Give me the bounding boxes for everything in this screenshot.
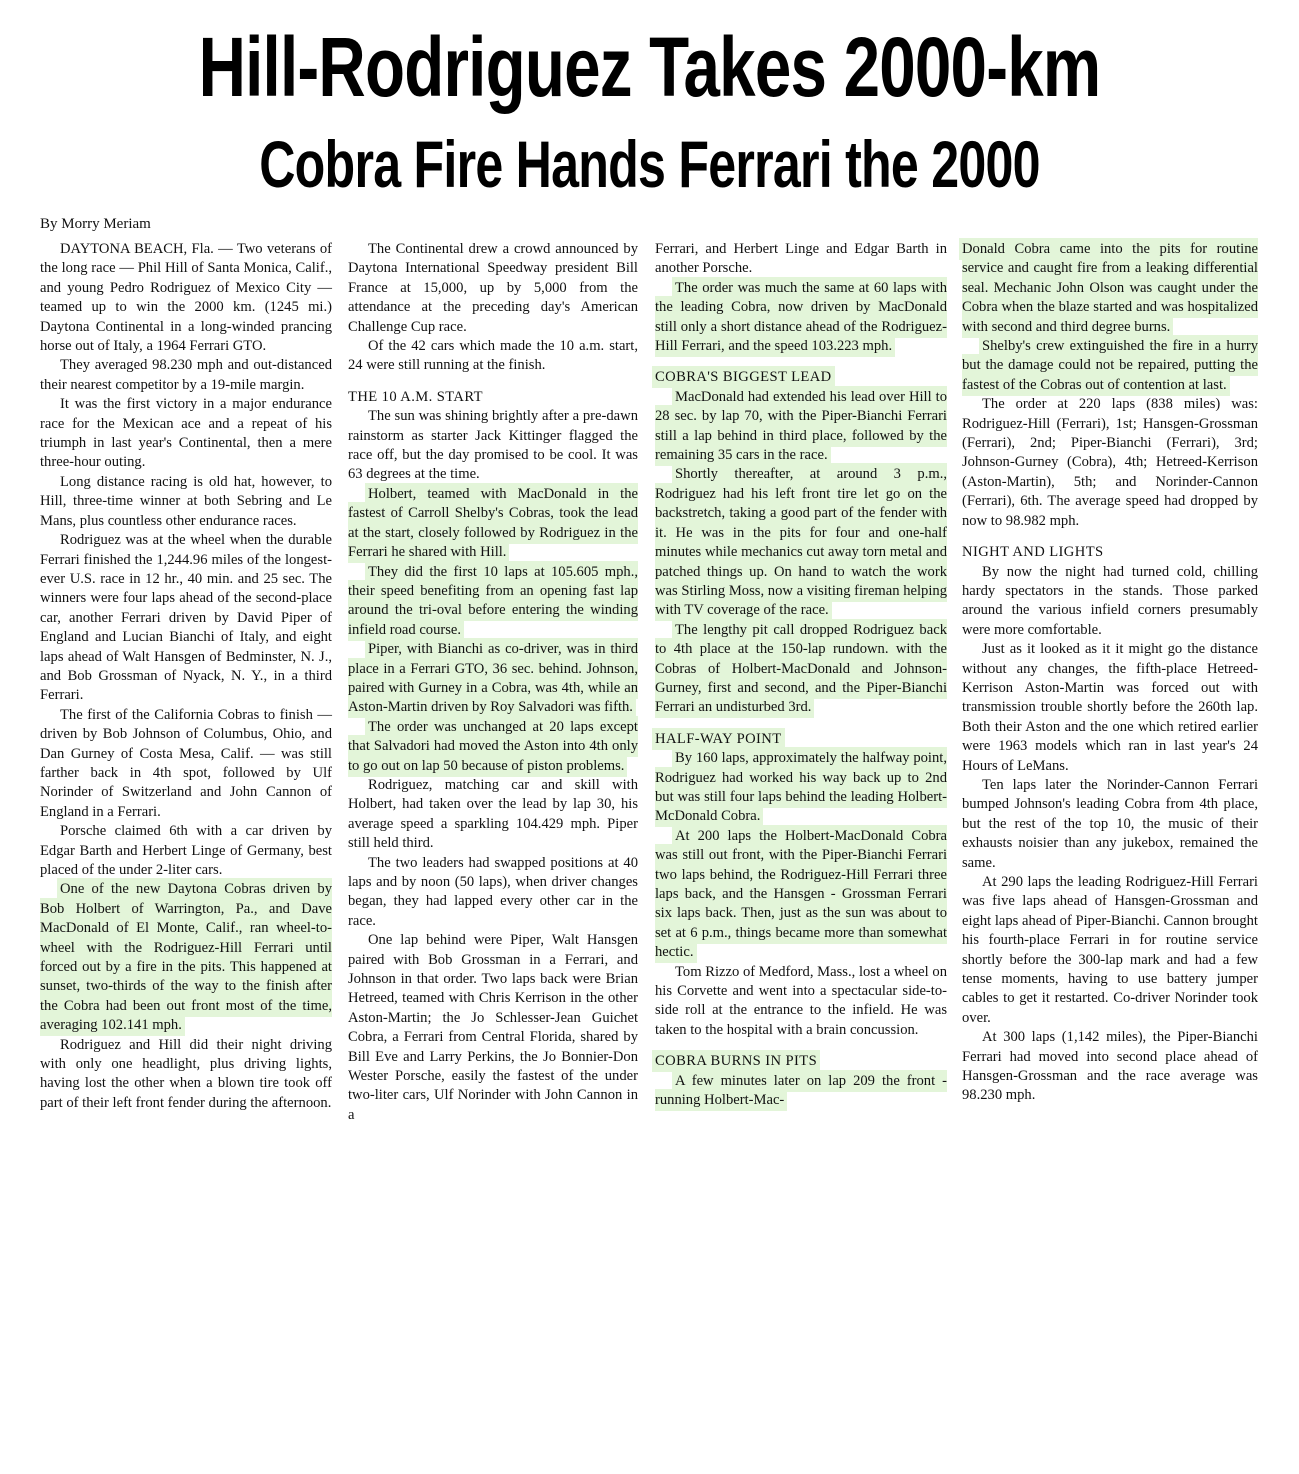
article-paragraph: At 290 laps the leading Rodriguez-Hill Ferrari was five laps ahead of Hansgen-Grossman and eight laps ahead of Piper-Bianchi. Cannon brought his fourth-place Ferrari in for routine service shortly before the 300-lap mark and had a few tense moments, having to use battery jumper cables to get it restarted. Co-driver Norinder took over. <box>962 874 1258 1026</box>
highlighted-text: COBRA'S BIGGEST LEAD <box>655 369 832 386</box>
highlighted-text: By 160 laps, approximately the halfway point, Rodriguez had worked his way back up to 2nd but was still four laps behind the leading Holbert-McDonald Cobra. <box>655 750 947 825</box>
highlighted-text: A few minutes later on lap 209 the front - running Holbert-Mac- <box>655 1072 947 1109</box>
headline: Hill-Rodriguez Takes 2000-km <box>198 20 1101 114</box>
section-subhead <box>655 1052 947 1071</box>
article-paragraph <box>40 880 332 1035</box>
article-paragraph <box>962 337 1258 395</box>
highlighted-text: They did the first 10 laps at 105.605 mph., their speed benefiting from an opening fast lap around the tri-oval before entering the winding infield road course. <box>348 563 638 638</box>
article-paragraph <box>655 621 947 718</box>
highlighted-text: The lengthy pit call dropped Rodriguez back to 4th place at the 150-lap rundown. with the Cobras of Holbert-MacDonald and Johnson-Gurney, first and second, and the Piper-Bianchi Ferrari an undisturbed 3rd. <box>655 621 947 716</box>
article-paragraph: Long distance racing is old hat, however, to Hill, three-time winner at both Sebring and Le Mans, plus countless other endurance races. <box>40 473 332 529</box>
article-paragraph: At 300 laps (1,142 miles), the Piper-Bianchi Ferrari had moved into second place ahead of Hansgen-Grossman and the race average was 98.230 mph. <box>962 1029 1258 1104</box>
article-paragraph: Rodriguez was at the wheel when the durable Ferrari finished the 1,244.96 miles of the longest-ever U.S. race in 12 hr., 40 min. and 25 sec. The winners were four laps ahead of the second-place car, another Ferrari driven by David Piper of England and Lucian Bianchi of Italy, and eight laps ahead of Walt Hansgen of Bedminster, N. J., and Bob Grossman of Nyack, N. Y., in a third Ferrari. <box>40 532 332 704</box>
article-paragraph: One lap behind were Piper, Walt Hansgen paired with Bob Grossman in a Ferrari, and Johnson in that order. Two laps back were Brian Hetreed, teamed with Chris Kerrison in the other Aston-Martin; the Jo Schlesser-Jean Guichet Cobra, a Ferrari from Central Florida, shared by Bill Eve and Larry Perkins, the Jo Bonnier-Don Wester Porsche, easily the fastest of the under two-liter cars, Ulf Norinder with John Cannon in a <box>348 932 638 1123</box>
article-paragraph <box>655 1072 947 1111</box>
article-paragraph: Rodriguez, matching car and skill with Holbert, had taken over the lead by lap 30, his average speed a sparkling 104.429 mph. Piper still held third. <box>348 776 638 852</box>
article-column-3 <box>655 240 947 1110</box>
highlighted-text: Shortly thereafter, at around 3 p.m., Rodriguez had his left front tire let go on the backstretch, taking a good part of the fender with it. He was in the pits for four and one-half minutes while mechanics cut away torn metal and patched things up. On hand to watch the work was Stirling Moss, now a visiting fireman helping with TV coverage of the race. <box>655 466 947 619</box>
highlighted-text: The order was much the same at 60 laps with the leading Cobra, now driven by MacDonald still only a short distance ahead of the Rodriguez-Hill Ferrari, and the speed 103.223 mph. <box>655 279 947 355</box>
article-paragraph: It was the first victory in a major endurance race for the Mexican ace and a repeat of his triumph in last year's Continental, then a mere three-hour outing. <box>40 396 332 471</box>
highlighted-text: Piper, with Bianchi as co-driver, was in third place in a Ferrari GTO, 36 sec. behind. Johnson, paired with Gurney in a Cobra, was 4th, while an Aston-Martin driven by Roy Salvadori was fifth. <box>348 641 638 716</box>
highlighted-text: HALF-WAY POINT <box>655 730 782 747</box>
article-paragraph <box>348 563 638 641</box>
article-column-2 <box>348 240 638 1125</box>
article-paragraph <box>655 827 947 963</box>
section-subhead: THE 10 A.M. START <box>348 388 483 405</box>
highlighted-text: Donald Cobra came into the pits for routine service and caught fire from a leaking differential seal. Mechanic John Olson was caught under the Cobra when the blaze started and was hospitalized with second and third degree burns. <box>962 241 1258 335</box>
article-paragraph: The sun was shining brightly after a pre-dawn rainstorm as starter Jack Kittinger flagged the race off, but the day promised to be cool. It was 63 degrees at the time. <box>348 408 638 483</box>
section-subhead <box>655 730 947 749</box>
article-paragraph <box>655 388 947 466</box>
highlighted-text: The order was unchanged at 20 laps except that Salvadori had moved the Aston into 4th only to go out on lap 50 because of piston problems. <box>348 718 638 774</box>
article-paragraph: Just as it looked as it it might go the distance without any changes, the fifth-place Hetreed-Kerrison Aston-Martin was forced out with transmission trouble shortly before the 260th lap. Both their Aston and the one which retired earlier were 1963 models which ran in last year's 24 Hours of LeMans. <box>962 641 1258 774</box>
article-paragraph: Ten laps later the Norinder-Cannon Ferrari bumped Johnson's leading Cobra from 4th place, but the rest of the top 10, the music of their exhausts noisier than any jukebox, remained the same. <box>962 776 1258 871</box>
article-paragraph <box>962 240 1258 337</box>
subheadline: Cobra Fire Hands Ferrari the 2000 <box>259 127 1040 201</box>
article-paragraph: Tom Rizzo of Medford, Mass., lost a wheel on his Corvette and went into a spectacular side-to-side roll at the entrance to the infield. He was taken to the hospital with a brain concussion. <box>655 963 947 1038</box>
article-paragraph <box>655 465 947 620</box>
highlighted-text: MacDonald had extended his lead over Hill to 28 sec. by lap 70, with the Piper-Bianchi Ferrari still a lap behind in third place, followed by the remaining 35 cars in the race. <box>655 388 947 464</box>
article-paragraph: The two leaders had swapped positions at 40 laps and by noon (50 laps), when driver changes began, they had lapped every other car in the race. <box>348 854 638 929</box>
article-paragraph: Rodriguez and Hill did their night driving with only one headlight, plus driving lights, having lost the other when a blown tire took off part of their left front fender during the afternoon. <box>40 1036 332 1111</box>
highlighted-text: One of the new Daytona Cobras driven by Bob Holbert of Warrington, Pa., and Dave MacDonald of El Monte, Calif., ran wheel-to-wheel with the Rodriguez-Hill Ferrari until forced out by a fire in the pits. This happened at sunset, two-thirds of the way to the finish after the Cobra had been out front most of the time, averaging 102.141 mph. <box>40 881 332 1034</box>
highlighted-text: COBRA BURNS IN PITS <box>655 1053 818 1070</box>
article-paragraph <box>348 640 638 718</box>
article-column-1 <box>40 240 332 1113</box>
article-paragraph: Porsche claimed 6th with a car driven by Edgar Barth and Herbert Linge of Germany, best placed of the under 2-liter cars. <box>40 823 332 878</box>
article-paragraph: They averaged 98.230 mph and out-distanced their nearest competitor by a 19-mile margin. <box>40 357 332 393</box>
article-paragraph: DAYTONA BEACH, Fla. — Two veterans of the long race — Phil Hill of Santa Monica, Calif., and young Pedro Rodriguez of Mexico City — teamed up to win the 2000 km. (1245 mi.) Daytona Continental in a long-winded prancing horse out of Italy, a 1964 Ferrari GTO. <box>40 241 332 355</box>
section-subhead <box>655 368 947 387</box>
section-subhead: NIGHT AND LIGHTS <box>962 544 1104 561</box>
highlighted-text: Holbert, teamed with MacDonald in the fastest of Carroll Shelby's Cobras, took the lead at the start, closely followed by Rodriguez in the Ferrari he shared with Hill. <box>348 485 638 561</box>
article-paragraph <box>655 749 947 827</box>
article-paragraph <box>348 485 638 563</box>
article-paragraph <box>655 279 947 357</box>
article-paragraph: By now the night had turned cold, chilling hardy spectators in the stands. Those parked around the various infield corners presumably were more comfortable. <box>962 563 1258 638</box>
article-paragraph: The Continental drew a crowd announced by Daytona International Speedway president Bill France at 15,000, up by 5,000 from the attendance at the preceding day's American Challenge Cup race. <box>348 241 638 335</box>
article-paragraph: Ferrari, and Herbert Linge and Edgar Barth in another Porsche. <box>655 241 947 277</box>
byline: By Morry Meriam <box>40 216 151 232</box>
highlighted-text: Shelby's crew extinguished the fire in a hurry but the damage could not be repaired, putting the fastest of the Cobras out of contention at last. <box>962 338 1258 393</box>
highlighted-text: At 200 laps the Holbert-MacDonald Cobra was still out front, with the Piper-Bianchi Ferrari two laps behind, the Rodriguez-Hill Ferrari three laps back, and the Hansgen - Grossman Ferrari six laps back. Then, just as the sun was about to set at 6 p.m., things became more than somewhat hectic. <box>655 827 947 961</box>
article-paragraph <box>348 718 638 776</box>
article-paragraph: The first of the California Cobras to finish — driven by Bob Johnson of Columbus, Ohio, and Dan Gurney of Costa Mesa, Calif. — was still farther back in 4th spot, followed by Ulf Norinder of Switzerland and John Cannon of England in a Ferrari. <box>40 706 332 820</box>
article-column-4 <box>962 240 1258 1106</box>
article-paragraph: Of the 42 cars which made the 10 a.m. start, 24 were still running at the finish. <box>348 338 638 374</box>
article-paragraph: The order at 220 laps (838 miles) was: Rodriguez-Hill (Ferrari), 1st; Hansgen-Grossman (Ferrari), 2nd; Piper-Bianchi (Ferrari), 3rd; Johnson-Gurney (Cobra), 4th; Hetreed-Kerrison (Aston-Martin), 5th; and Norinder-Cannon (Ferrari), 6th. The average speed had dropped by now to 98.982 mph. <box>962 396 1258 529</box>
